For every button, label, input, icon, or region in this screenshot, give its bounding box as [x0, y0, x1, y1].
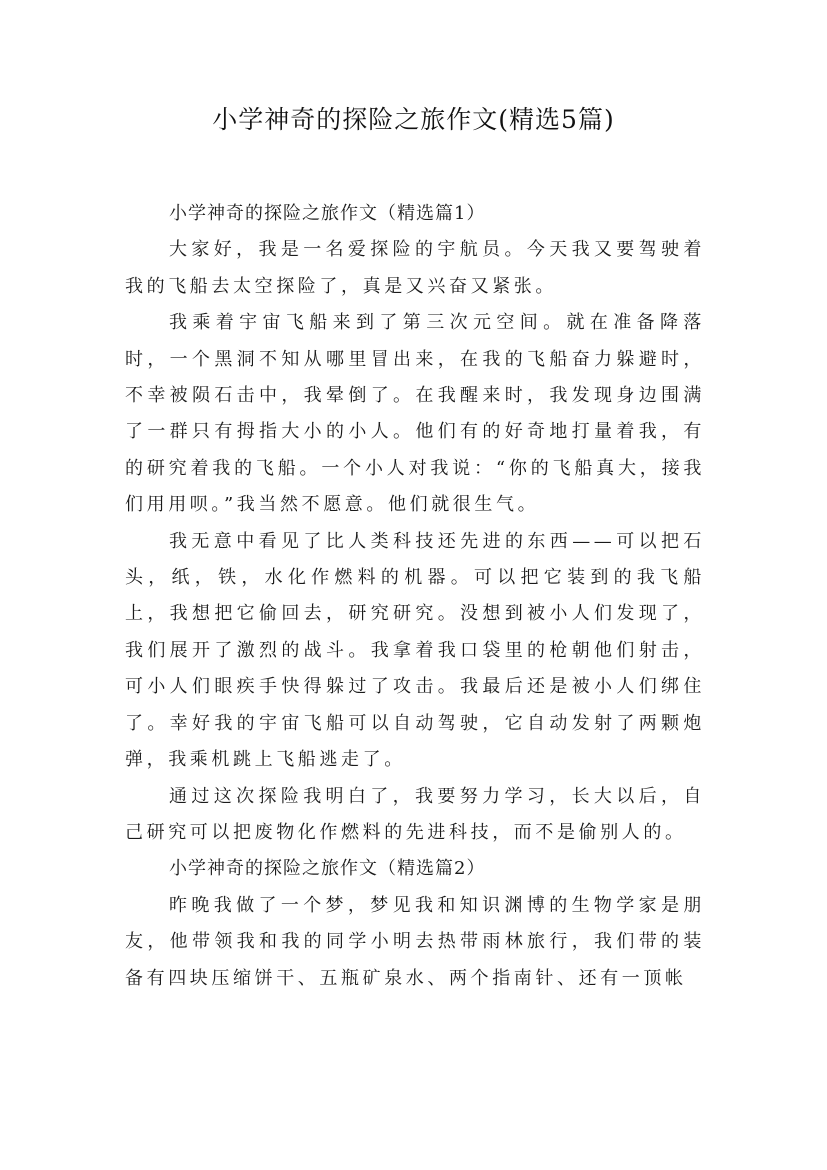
paragraph: 通过这次探险我明白了，我要努力学习，长大以后，自己研究可以把废物化作燃料的先进科技，而不是偷别人的。 [125, 785, 705, 843]
section-heading-2: 小学神奇的探险之旅作文（精选篇2） [169, 858, 486, 880]
document-body [125, 196, 705, 997]
document-title: 小学神奇的探险之旅作文(精选5篇) [212, 105, 615, 134]
paragraph: 我无意中看见了比人类科技还先进的东西——可以把石头，纸，铁，水化作燃料的机器。可以把它装到的我飞船上，我想把它偷回去，研究研究。没想到被小人们发现了，我们展开了激烈的战斗。我拿着我口袋里的枪朝他们射击，可小人们眼疾手快得躲过了攻击。我最后还是被小人们绑住了。幸好我的宇宙飞船可以自动驾驶，它自动发射了两颗炮弹，我乘机跳上飞船逃走了。 [125, 530, 705, 771]
section-heading-1: 小学神奇的探险之旅作文（精选篇1） [169, 203, 486, 224]
paragraph: 昨晚我做了一个梦，梦见我和知识渊博的生物学家是朋友，他带领我和我的同学小明去热带雨林旅行，我们带的装备有四块压缩饼干、五瓶矿泉水、两个指南针、还有一顶帐 [125, 894, 705, 989]
paragraph: 大家好，我是一名爱探险的宇航员。今天我又要驾驶着我的飞船去太空探险了，真是又兴奋又紧张。 [125, 239, 705, 297]
paragraph: 我乘着宇宙飞船来到了第三次元空间。就在准备降落时，一个黑洞不知从哪里冒出来，在我的飞船奋力躲避时，不幸被陨石击中，我晕倒了。在我醒来时，我发现身边围满了一群只有拇指大小的小人。他们有的好奇地打量着我，有的研究着我的飞船。一个小人对我说：“你的飞船真大，接我们用用呗。”我当然不愿意。他们就很生气。 [125, 312, 705, 516]
